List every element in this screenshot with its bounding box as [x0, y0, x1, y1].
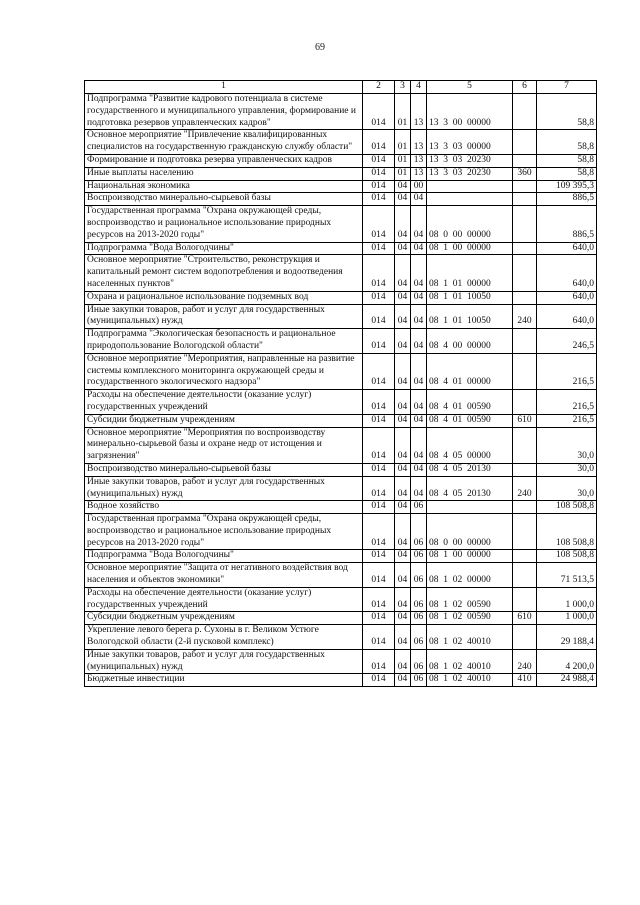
section-code-cell: 04 [395, 304, 411, 329]
section-code-cell: 04 [395, 329, 411, 354]
subsection-code-cell: 00 [411, 180, 427, 193]
item-name-cell: Основное мероприятие "Мероприятия, направленные на развитие системы комплексного мониторинга окружающей среды и государственного экологического надзора" [85, 353, 363, 389]
header-col-1: 1 [85, 81, 363, 94]
target-article-cell [427, 180, 513, 193]
amount-cell: 109 395,3 [537, 180, 597, 193]
table-row [85, 291, 597, 304]
target-article-cell: 08 4 05 20130 [427, 463, 513, 476]
target-article-cell: 08 4 01 00000 [427, 353, 513, 389]
section-code-cell: 04 [395, 501, 411, 514]
expense-type-cell [513, 563, 537, 588]
target-article-cell: 08 1 01 10050 [427, 291, 513, 304]
target-article-cell: 13 3 03 20230 [427, 167, 513, 180]
amount-cell: 1 000,0 [537, 612, 597, 625]
ministry-code-cell: 014 [363, 206, 395, 242]
subsection-code-cell: 04 [411, 463, 427, 476]
item-name-cell: Основное мероприятие "Привлечение квалифицированных специалистов на государственную гражданскую службу области" [85, 130, 363, 155]
item-name-cell: Иные закупки товаров, работ и услуг для государственных (муниципальных) нужд [85, 476, 363, 501]
expense-type-cell [513, 291, 537, 304]
page-number: 69 [315, 42, 325, 53]
section-code-cell: 01 [395, 130, 411, 155]
table-row [85, 501, 597, 514]
table-row [85, 255, 597, 291]
section-code-cell: 01 [395, 154, 411, 167]
amount-cell: 71 513,5 [537, 563, 597, 588]
amount-cell: 640,0 [537, 255, 597, 291]
expense-type-cell: 610 [513, 414, 537, 427]
target-article-cell: 08 1 02 00000 [427, 563, 513, 588]
item-name-cell: Государственная программа "Охрана окружающей среды, воспроизводство и рациональное использование природных ресурсов на 2013-2020 годы" [85, 514, 363, 550]
table-row [85, 154, 597, 167]
table-row [85, 427, 597, 463]
item-name-cell: Основное мероприятие "Мероприятия по воспроизводству минерально-сырьевой базы и охране недр от истощения и загрязнения" [85, 427, 363, 463]
ministry-code-cell: 014 [363, 193, 395, 206]
amount-cell: 886,5 [537, 193, 597, 206]
section-code-cell: 04 [395, 242, 411, 255]
amount-cell: 246,5 [537, 329, 597, 354]
target-article-cell: 08 4 01 00590 [427, 390, 513, 415]
amount-cell: 1 000,0 [537, 587, 597, 612]
ministry-code-cell: 014 [363, 329, 395, 354]
section-code-cell: 04 [395, 427, 411, 463]
section-code-cell: 04 [395, 291, 411, 304]
amount-cell: 30,0 [537, 427, 597, 463]
table-row [85, 674, 597, 687]
subsection-code-cell: 04 [411, 427, 427, 463]
table-row [85, 463, 597, 476]
item-name-cell: Расходы на обеспечение деятельности (оказание услуг) государственных учреждений [85, 587, 363, 612]
ministry-code-cell: 014 [363, 674, 395, 687]
subsection-code-cell: 04 [411, 255, 427, 291]
expense-type-cell: 240 [513, 476, 537, 501]
ministry-code-cell: 014 [363, 180, 395, 193]
expense-type-cell [513, 94, 537, 130]
ministry-code-cell: 014 [363, 501, 395, 514]
header-col-3: 3 [395, 81, 411, 94]
table-row [85, 514, 597, 550]
section-code-cell: 04 [395, 674, 411, 687]
amount-cell: 108 508,8 [537, 514, 597, 550]
expense-type-cell: 240 [513, 649, 537, 674]
table-row [85, 167, 597, 180]
table-row [85, 130, 597, 155]
amount-cell: 886,5 [537, 206, 597, 242]
item-name-cell: Подпрограмма "Экологическая безопасность и рациональное природопользование Вологодской области" [85, 329, 363, 354]
header-col-2: 2 [363, 81, 395, 94]
item-name-cell: Водное хозяйство [85, 501, 363, 514]
target-article-cell: 08 4 01 00590 [427, 414, 513, 427]
item-name-cell: Охрана и рациональное использование подземных вод [85, 291, 363, 304]
item-name-cell: Иные закупки товаров, работ и услуг для государственных (муниципальных) нужд [85, 649, 363, 674]
target-article-cell: 13 3 00 00000 [427, 94, 513, 130]
section-code-cell: 04 [395, 206, 411, 242]
expense-type-cell [513, 329, 537, 354]
expense-type-cell: 410 [513, 674, 537, 687]
item-name-cell: Укрепление левого берега р. Сухоны в г. Великом Устюге Вологодской области (2-й пусковой комплекс) [85, 625, 363, 650]
section-code-cell: 04 [395, 587, 411, 612]
subsection-code-cell: 06 [411, 501, 427, 514]
subsection-code-cell: 06 [411, 649, 427, 674]
amount-cell: 640,0 [537, 242, 597, 255]
amount-cell: 58,8 [537, 167, 597, 180]
header-col-5: 5 [427, 81, 513, 94]
expense-type-cell [513, 206, 537, 242]
section-code-cell: 04 [395, 193, 411, 206]
subsection-code-cell: 04 [411, 193, 427, 206]
ministry-code-cell: 014 [363, 587, 395, 612]
amount-cell: 30,0 [537, 476, 597, 501]
budget-table [84, 80, 597, 687]
expense-type-cell [513, 514, 537, 550]
expense-type-cell [513, 587, 537, 612]
target-article-cell: 08 1 01 10050 [427, 304, 513, 329]
item-name-cell: Основное мероприятие "Защита от негативного воздействия вод населения и объектов экономики" [85, 563, 363, 588]
ministry-code-cell: 014 [363, 649, 395, 674]
item-name-cell: Подпрограмма "Вода Вологодчины" [85, 242, 363, 255]
table-row [85, 206, 597, 242]
amount-cell: 216,5 [537, 390, 597, 415]
expense-type-cell [513, 463, 537, 476]
subsection-code-cell: 13 [411, 130, 427, 155]
section-code-cell: 04 [395, 414, 411, 427]
subsection-code-cell: 06 [411, 550, 427, 563]
section-code-cell: 04 [395, 550, 411, 563]
item-name-cell: Основное мероприятие "Строительство, реконструкция и капитальный ремонт систем водопотребления и водоотведения населенных пунктов" [85, 255, 363, 291]
target-article-cell: 08 4 05 20130 [427, 476, 513, 501]
amount-cell: 30,0 [537, 463, 597, 476]
ministry-code-cell: 014 [363, 625, 395, 650]
subsection-code-cell: 04 [411, 304, 427, 329]
table-row [85, 180, 597, 193]
subsection-code-cell: 06 [411, 625, 427, 650]
amount-cell: 24 988,4 [537, 674, 597, 687]
target-article-cell: 13 3 03 20230 [427, 154, 513, 167]
amount-cell: 216,5 [537, 353, 597, 389]
section-code-cell: 04 [395, 353, 411, 389]
subsection-code-cell: 04 [411, 329, 427, 354]
table-row [85, 353, 597, 389]
header-row [85, 81, 597, 94]
subsection-code-cell: 04 [411, 353, 427, 389]
target-article-cell: 08 4 00 00000 [427, 329, 513, 354]
table-row [85, 587, 597, 612]
subsection-code-cell: 04 [411, 476, 427, 501]
ministry-code-cell: 014 [363, 563, 395, 588]
ministry-code-cell: 014 [363, 414, 395, 427]
table-body [85, 94, 597, 687]
target-article-cell: 08 0 00 00000 [427, 514, 513, 550]
section-code-cell: 04 [395, 463, 411, 476]
amount-cell: 4 200,0 [537, 649, 597, 674]
ministry-code-cell: 014 [363, 255, 395, 291]
section-code-cell: 04 [395, 255, 411, 291]
table-row [85, 414, 597, 427]
target-article-cell: 08 1 00 00000 [427, 550, 513, 563]
amount-cell: 108 508,8 [537, 501, 597, 514]
ministry-code-cell: 014 [363, 427, 395, 463]
amount-cell: 58,8 [537, 94, 597, 130]
section-code-cell: 04 [395, 390, 411, 415]
table-row [85, 94, 597, 130]
target-article-cell: 08 1 02 00590 [427, 612, 513, 625]
subsection-code-cell: 13 [411, 94, 427, 130]
header-col-4: 4 [411, 81, 427, 94]
target-article-cell [427, 501, 513, 514]
expense-type-cell [513, 255, 537, 291]
section-code-cell: 04 [395, 612, 411, 625]
item-name-cell: Национальная экономика [85, 180, 363, 193]
amount-cell: 58,8 [537, 130, 597, 155]
expense-type-cell: 610 [513, 612, 537, 625]
ministry-code-cell: 014 [363, 476, 395, 501]
target-article-cell: 08 1 00 00000 [427, 242, 513, 255]
subsection-code-cell: 06 [411, 612, 427, 625]
item-name-cell: Бюджетные инвестиции [85, 674, 363, 687]
table-row [85, 476, 597, 501]
subsection-code-cell: 06 [411, 514, 427, 550]
table-row [85, 304, 597, 329]
section-code-cell: 04 [395, 625, 411, 650]
amount-cell: 640,0 [537, 291, 597, 304]
amount-cell: 29 188,4 [537, 625, 597, 650]
subsection-code-cell: 04 [411, 390, 427, 415]
ministry-code-cell: 014 [363, 463, 395, 476]
amount-cell: 640,0 [537, 304, 597, 329]
amount-cell: 108 508,8 [537, 550, 597, 563]
table-row [85, 390, 597, 415]
item-name-cell: Государственная программа "Охрана окружающей среды, воспроизводство и рациональное использование природных ресурсов на 2013-2020 годы" [85, 206, 363, 242]
subsection-code-cell: 13 [411, 154, 427, 167]
section-code-cell: 04 [395, 514, 411, 550]
ministry-code-cell: 014 [363, 94, 395, 130]
ministry-code-cell: 014 [363, 612, 395, 625]
item-name-cell: Подпрограмма "Вода Вологодчины" [85, 550, 363, 563]
section-code-cell: 01 [395, 94, 411, 130]
header-col-7: 7 [537, 81, 597, 94]
target-article-cell: 08 1 02 40010 [427, 649, 513, 674]
target-article-cell: 08 1 02 40010 [427, 674, 513, 687]
ministry-code-cell: 014 [363, 353, 395, 389]
expense-type-cell [513, 242, 537, 255]
section-code-cell: 01 [395, 167, 411, 180]
ministry-code-cell: 014 [363, 154, 395, 167]
subsection-code-cell: 04 [411, 414, 427, 427]
target-article-cell: 08 0 00 00000 [427, 206, 513, 242]
ministry-code-cell: 014 [363, 130, 395, 155]
header-col-6: 6 [513, 81, 537, 94]
item-name-cell: Воспроизводство минерально-сырьевой базы [85, 463, 363, 476]
expense-type-cell: 360 [513, 167, 537, 180]
section-code-cell: 04 [395, 563, 411, 588]
section-code-cell: 04 [395, 649, 411, 674]
table-row [85, 563, 597, 588]
target-article-cell [427, 193, 513, 206]
table-row [85, 625, 597, 650]
subsection-code-cell: 13 [411, 167, 427, 180]
amount-cell: 58,8 [537, 154, 597, 167]
target-article-cell: 13 3 03 00000 [427, 130, 513, 155]
table-row [85, 242, 597, 255]
amount-cell: 216,5 [537, 414, 597, 427]
target-article-cell: 08 4 05 00000 [427, 427, 513, 463]
ministry-code-cell: 014 [363, 291, 395, 304]
ministry-code-cell: 014 [363, 304, 395, 329]
expense-type-cell [513, 390, 537, 415]
item-name-cell: Субсидии бюджетным учреждениям [85, 612, 363, 625]
ministry-code-cell: 014 [363, 550, 395, 563]
item-name-cell: Формирование и подготовка резерва управленческих кадров [85, 154, 363, 167]
item-name-cell: Воспроизводство минерально-сырьевой базы [85, 193, 363, 206]
ministry-code-cell: 014 [363, 514, 395, 550]
target-article-cell: 08 1 02 00590 [427, 587, 513, 612]
subsection-code-cell: 04 [411, 242, 427, 255]
item-name-cell: Иные выплаты населению [85, 167, 363, 180]
subsection-code-cell: 04 [411, 206, 427, 242]
expense-type-cell [513, 193, 537, 206]
table-row [85, 193, 597, 206]
target-article-cell: 08 1 01 00000 [427, 255, 513, 291]
section-code-cell: 04 [395, 476, 411, 501]
item-name-cell: Расходы на обеспечение деятельности (оказание услуг) государственных учреждений [85, 390, 363, 415]
target-article-cell: 08 1 02 40010 [427, 625, 513, 650]
expense-type-cell: 240 [513, 304, 537, 329]
table-row [85, 550, 597, 563]
expense-type-cell [513, 353, 537, 389]
item-name-cell: Субсидии бюджетным учреждениям [85, 414, 363, 427]
subsection-code-cell: 06 [411, 674, 427, 687]
expense-type-cell [513, 550, 537, 563]
subsection-code-cell: 06 [411, 587, 427, 612]
item-name-cell: Подпрограмма "Развитие кадрового потенциала в системе государственного и муниципального управления, формирование и подготовка резервов управленческих кадров" [85, 94, 363, 130]
table-row [85, 612, 597, 625]
table-row [85, 329, 597, 354]
ministry-code-cell: 014 [363, 390, 395, 415]
table-row [85, 649, 597, 674]
ministry-code-cell: 014 [363, 242, 395, 255]
expense-type-cell [513, 180, 537, 193]
section-code-cell: 04 [395, 180, 411, 193]
subsection-code-cell: 04 [411, 291, 427, 304]
expense-type-cell [513, 625, 537, 650]
expense-type-cell [513, 154, 537, 167]
expense-type-cell [513, 130, 537, 155]
subsection-code-cell: 06 [411, 563, 427, 588]
expense-type-cell [513, 501, 537, 514]
expense-type-cell [513, 427, 537, 463]
item-name-cell: Иные закупки товаров, работ и услуг для государственных (муниципальных) нужд [85, 304, 363, 329]
ministry-code-cell: 014 [363, 167, 395, 180]
